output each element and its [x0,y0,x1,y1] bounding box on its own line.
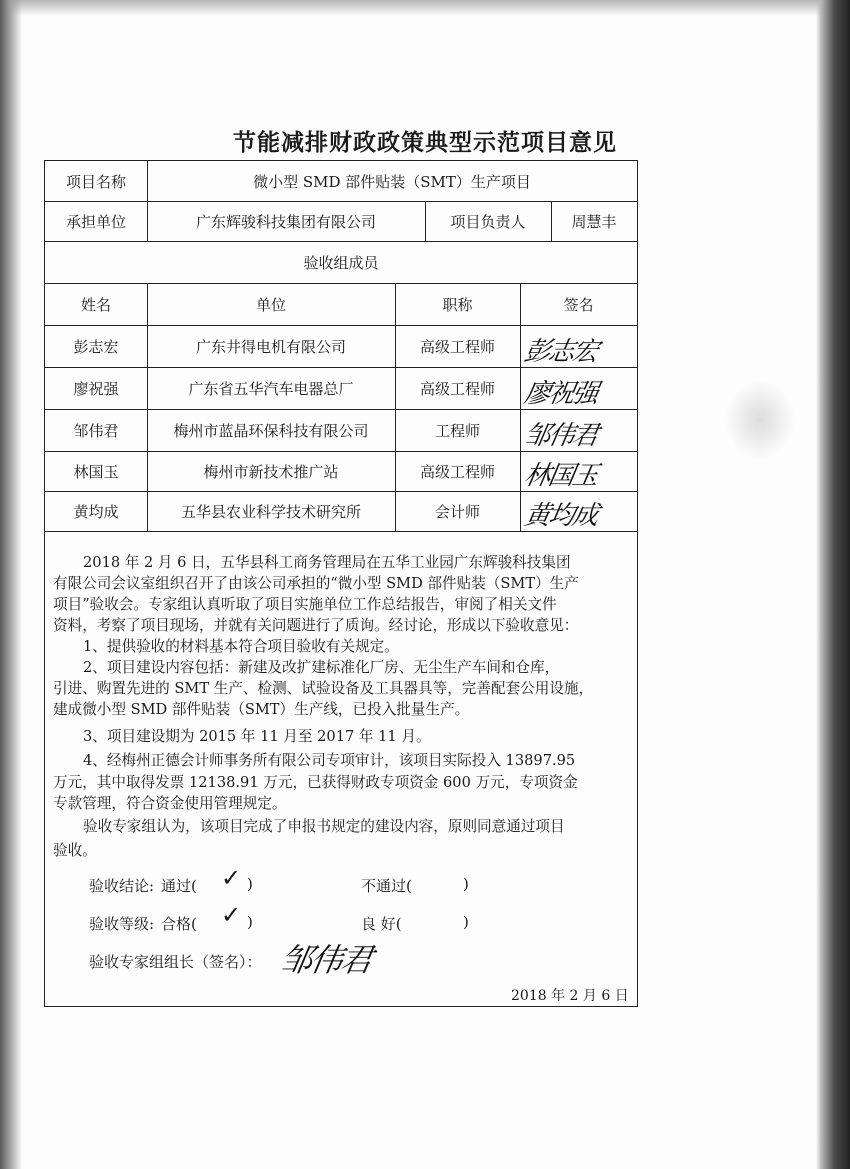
pass-checkmark: ✓ [221,864,242,892]
leader-label: 项目负责人 [450,212,526,231]
qualified-checkmark: ✓ [221,901,242,929]
grade-label: 验收等级: [89,915,155,933]
member-title: 会计师 [434,502,480,521]
opinion-line: 建成微小型 SMD 部件贴装（SMT）生产线，已投入批量生产。 [53,701,470,718]
member-name: 彭志宏 [73,337,119,356]
member-unit: 广东井得电机有限公司 [195,337,346,356]
opinion-line: 验收专家组认为，该项目完成了申报书规定的建设内容，原则同意通过项目 [83,818,565,835]
member-unit: 广东省五华汽车电器总厂 [188,379,354,398]
opinion-line: 项目”验收会。专家组认真听取了项目实施单位工作总结报告，审阅了相关文件 [53,596,557,613]
member-signature: 廖祝强 [521,379,600,409]
conclusion-label: 验收结论: [89,877,155,895]
header-title: 职称 [442,295,473,314]
opinion-line: 4、经梅州正德会计师事务所有限公司专项审计，该项目实际投入 13897.95 [83,752,576,769]
header-unit: 单位 [255,295,286,314]
member-name: 邹伟君 [73,421,119,440]
opinion-line: 3、项目建设期为 2015 年 11 月至 2017 年 11 月。 [83,728,431,745]
conclusion-pass: 通过( [161,877,197,895]
unit-value: 广东辉骏科技集团有限公司 [195,212,376,231]
opinion-line: 万元，其中取得发票 12138.91 万元，已获得财政专项资金 600 万元，专项资金 [53,774,578,791]
member-name: 黄均成 [73,502,119,521]
opinion-line: 2、项目建设内容包括：新建及改扩建标准化厂房、无尘生产车间和仓库， [83,659,560,676]
opinion-line: 资料，考察了项目现场，并就有关问题进行了质询。经讨论，形成以下验收意见： [53,617,579,634]
sign-date: 2018 年 2 月 6 日 [511,988,629,1004]
opinion-line: 引进、购置先进的 SMT 生产、检测、试验设备及工具器具等，完善配套公用设施， [53,680,594,697]
leader-value: 周慧丰 [571,212,617,231]
header-name: 姓名 [80,295,111,314]
member-signature: 彭志宏 [521,337,600,367]
project-name-label: 项目名称 [65,172,126,191]
unit-label: 承担单位 [65,212,126,231]
opinion-line: 2018 年 2 月 6 日，五华县科工商务管理局在五华工业园广东辉骏科技集团 [83,554,571,571]
scan-edge-left [0,0,22,1169]
member-title: 高级工程师 [419,379,495,398]
leader-signature: 邹伟君 [277,941,375,979]
member-title: 工程师 [434,421,480,440]
opinion-line: 专款管理，符合资金使用管理规定。 [53,795,287,812]
conclusion-fail: 不通过( [361,877,412,895]
member-name: 林国玉 [73,462,119,481]
opinion-line: 验收。 [53,842,97,859]
grade-good: 良 好( [361,915,402,933]
grade-good-close: ) [463,913,469,931]
page-title: 节能减排财政政策典型示范项目意见 [233,130,617,156]
conclusion-fail-close: ) [463,875,469,893]
member-signature: 林国玉 [521,461,600,491]
member-signature: 黄均成 [521,501,600,531]
project-name-value: 微小型 SMD 部件贴装（SMT）生产项目 [253,172,531,191]
member-signature: 邹伟君 [521,421,600,451]
scan-edge-top [0,0,850,16]
grade-qualified: 合格( [161,915,197,933]
scan-edge-right [816,0,850,1169]
grade-qualified-close: ) [247,913,253,931]
member-unit: 梅州市蓝晶环保科技有限公司 [173,421,369,440]
member-title: 高级工程师 [419,337,495,356]
opinion-line: 1、提供验收的材料基本符合项目验收有关规定。 [83,638,399,655]
conclusion-pass-close: ) [247,875,253,893]
header-signature: 签名 [563,295,594,314]
member-title: 高级工程师 [419,462,495,481]
leader-signature-label: 验收专家组组长（签名）： [89,953,262,971]
scan-smudge [725,380,795,460]
members-section-title: 验收组成员 [303,253,379,272]
opinion-form [44,160,638,1007]
member-unit: 五华县农业科学技术研究所 [180,502,361,521]
opinion-line: 有限公司会议室组织召开了由该公司承担的“微小型 SMD 部件贴装（SMT）生产 [53,575,579,592]
member-unit: 梅州市新技术推广站 [203,462,339,481]
member-name: 廖祝强 [73,379,119,398]
